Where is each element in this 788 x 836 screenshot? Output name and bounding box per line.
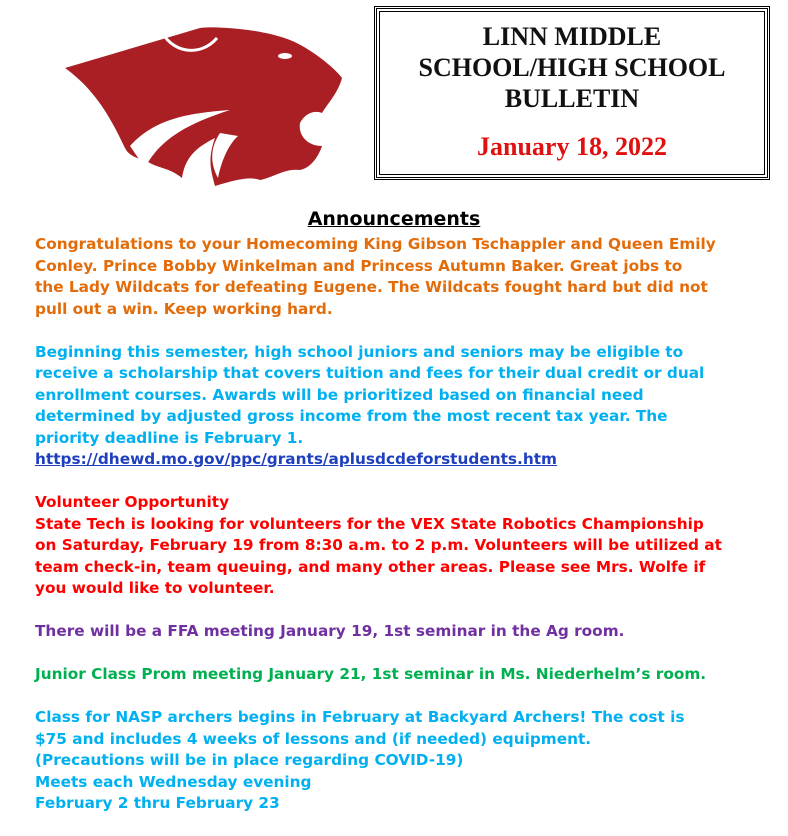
title-line: SCHOOL/HIGH SCHOOL [418, 53, 726, 82]
text-line: February 2 thru February 23 [35, 794, 280, 812]
text-line: priority deadline is February 1. [35, 428, 304, 447]
text-line: State Tech is looking for volunteers for the VEX State Robotics Championship [35, 514, 704, 533]
text-line: receive a scholarship that covers tuition and fees for their dual credit or dual [35, 364, 705, 382]
text-line: Conley. Prince Bobby Winkelman and Princess Autumn Baker. Great jobs to [35, 256, 683, 275]
text-line: the Lady Wildcats for defeating Eugene. The Wildcats fought hard but did not [35, 278, 708, 296]
prom-announcement [35, 664, 780, 686]
title-line: BULLETIN [504, 84, 640, 113]
text-line: team check-in, team queuing, and many other areas. Please see Mrs. Wolfe if [35, 557, 706, 576]
text-line: enrollment courses. Awards will be prioritized based on financial need [35, 385, 644, 404]
text-line: on Saturday, February 19 from 8:30 a.m. to 2 p.m. Volunteers will be utilized at [35, 536, 722, 554]
text-line: $75 and includes 4 weeks of lessons and (if needed) equipment. [35, 729, 592, 748]
nasp-announcement [35, 707, 780, 815]
homecoming-announcement [35, 234, 780, 320]
ffa-announcement [35, 621, 780, 643]
text-line: Beginning this semester, high school juniors and seniors may be eligible to [35, 342, 684, 361]
scholarship-link[interactable]: https://dhewd.mo.gov/ppc/grants/aplusdcdeforstudents.htm [35, 450, 557, 468]
scholarship-announcement [35, 342, 780, 471]
text-line: Meets each Wednesday evening [35, 772, 312, 791]
bulletin-date: January 18, 2022 [477, 132, 667, 161]
text-line: Congratulations to your Homecoming King Gibson Tschappler and Queen Emily [35, 235, 716, 253]
volunteer-announcement [35, 492, 780, 600]
text-line: There will be a FFA meeting January 19, 1st seminar in the Ag room. [35, 622, 625, 640]
text-line: (Precautions will be in place regarding COVID-19) [35, 751, 464, 769]
wildcat-logo-icon [60, 18, 350, 188]
text-line: you would like to volunteer. [35, 579, 275, 597]
text-line: Class for NASP archers begins in February at Backyard Archers! The cost is [35, 708, 685, 726]
bulletin-title [377, 21, 767, 114]
bulletin-title-box [374, 6, 770, 180]
announcements-body [35, 234, 780, 836]
text-line: determined by adjusted gross income from the most recent tax year. The [35, 407, 668, 425]
title-line: LINN MIDDLE [482, 22, 662, 51]
volunteer-heading: Volunteer Opportunity [35, 493, 230, 511]
text-line: pull out a win. Keep working hard. [35, 299, 333, 318]
announcements-heading: Announcements [307, 208, 481, 230]
text-line: Junior Class Prom meeting January 21, 1st seminar in Ms. Niederhelm’s room. [35, 665, 707, 683]
